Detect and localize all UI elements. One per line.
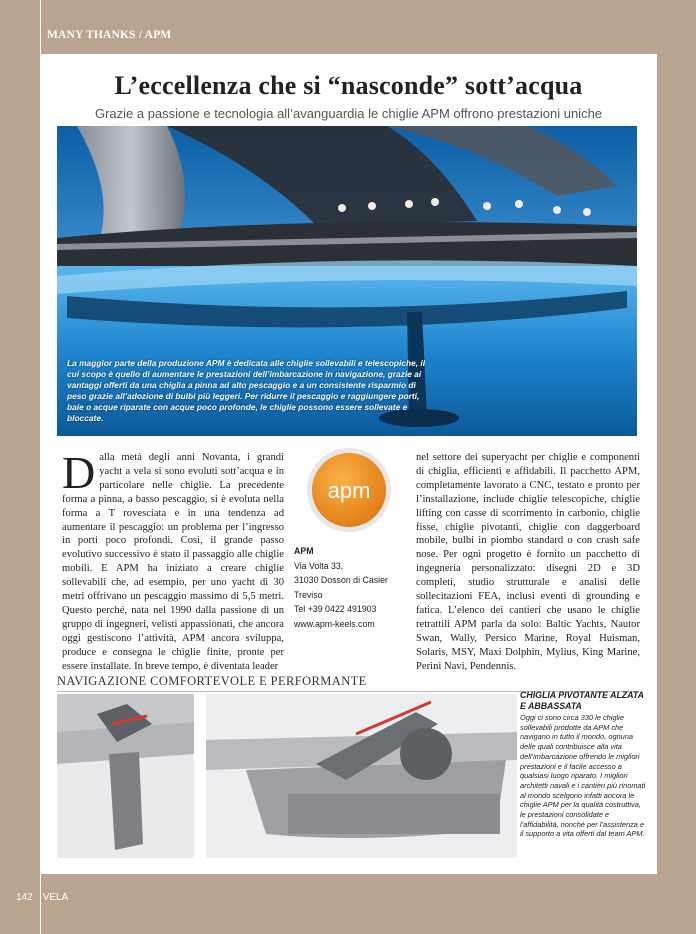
page-footer [16,892,68,903]
article-page [40,54,657,874]
body-column-3 [416,451,640,674]
drop-cap: D [62,447,96,498]
contact-website[interactable]: www.apm-keels.com [294,618,375,629]
body-text-1: alla metà degli anni Novanta, i grandi yacht a vela si sono evoluti sott’acqua e in particolare nelle chiglie. La precedente forma a pinna, a basso pescaggio, si è evoluta nella forma a T rovesciata e in una tendenza ad aumentare il pescaggio: un problema per l’ingresso in porti poco profondi. Così, il grande passo evolutivo successivo è stato il passaggio alle chiglie mobili. E APM ha iniziato a creare chiglie sollevabili che, ad esempio, per uno yacht di 30 metri offrivano un pescaggio massimo di 5,5 metri. Questo perché, nata nel 1990 dalla passione di un gruppo di ingegneri, velisti appassionati, che ancora oggi gestiscono l’attività, APM ancora sviluppa, produce e consegna le chiglie finite, pronte per essere installate. In breve tempo, è diventata leader [62,452,284,672]
article-title: L’eccellenza che si “nasconde” sott’acqua [114,71,583,100]
apm-logo [293,446,405,538]
hero-photo [57,126,637,436]
hero-caption: La maggior parte della produzione APM è dedicata alle chiglie sollevabili e telescopiche, il cui scopo è quello di aumentare le prestazioni dell’imbarcazione in navigazione, grazie ai vantaggi offerti da una chiglia a pinna ad alto pescaggio e a un consistente risparmio di peso grazie all’adozione di bulbi più leggeri. Per ridurre il pescaggio e raggiungere porti, baie o acque riparate con acque poco profonde, le chiglie possono essere sollevate e bloccate. [67,358,426,423]
keel-lowered-photo [57,694,194,858]
article-subtitle: Grazie a passione e tecnologia all’avanguardia le chiglie APM offrono prestazioni uniche [94,106,603,121]
magazine-name: VELA [42,892,69,903]
contact-street: Via Volta 33, [294,560,344,571]
page-number: 142 [16,892,33,903]
logo-text: apm [327,478,371,503]
section-label: MANY THANKS / APM [47,29,172,41]
section-heading: NAVIGAZIONE COMFORTEVOLE E PERFORMANTE [57,674,367,688]
contact-province: Treviso [294,589,323,600]
side-caption-text: Oggi ci sono circa 330 le chiglie sollevabili prodotte da APM che navigano in tutto il mondo, ognuna delle quali contribuisce alla vita dell’imbarcazione offrendo le migliori prestazioni e il facile accesso a qualsiasi luogo riparato. I migliori architetti navali e i cantieri più rinomati al mondo scelgono infatti ancora le chiglie APM per la qualità costruttiva, le prestazioni consolidate e l’affidabilità, nonché per l’assistenza e il supporto a vita offerti dal team APM. [520,713,646,839]
body-text-3: nel settore dei superyacht per chiglie e componenti di chiglia, efficienti e affidabili. Il pacchetto APM, completamente lavorato a CNC, testato e pronto per l’installazione, include chiglie telescopiche, chiglie lifting con casse di scorrimento in carbonio, chiglie fisse, chiglie pivotanti, chiglie con daggerboard mobile, bulbi in piombo standard o con crash safe nose. Per ogni progetto è fornito un pacchetto di ingegneria personalizzato: disegni 2D e 3D completi, studio strutturale e analisi delle sollecitazioni FEA, inclusi eventi di grounding e fatica. L’elenco dei cantieri che usano le chiglie retrattili APM parla da solo: Baltic Yachts, Nautor Swan, Wally, Persico Marine, Royal Huisman, Solaris, MSY, Maxi Dolphin, Mylius, King Marine, Perini Navi, Pendennis. [416,452,640,672]
contact-phone: Tel +39 0422 491903 [294,604,377,615]
side-caption-title: CHIGLIA PIVOTANTE ALZATA E ABBASSATA [520,690,644,711]
contact-block [294,544,412,632]
keel-raised-photo [206,694,517,858]
body-column-1 [62,447,284,674]
contact-name: APM [294,546,314,556]
contact-city: 31030 Dosson di Casier [294,575,388,586]
